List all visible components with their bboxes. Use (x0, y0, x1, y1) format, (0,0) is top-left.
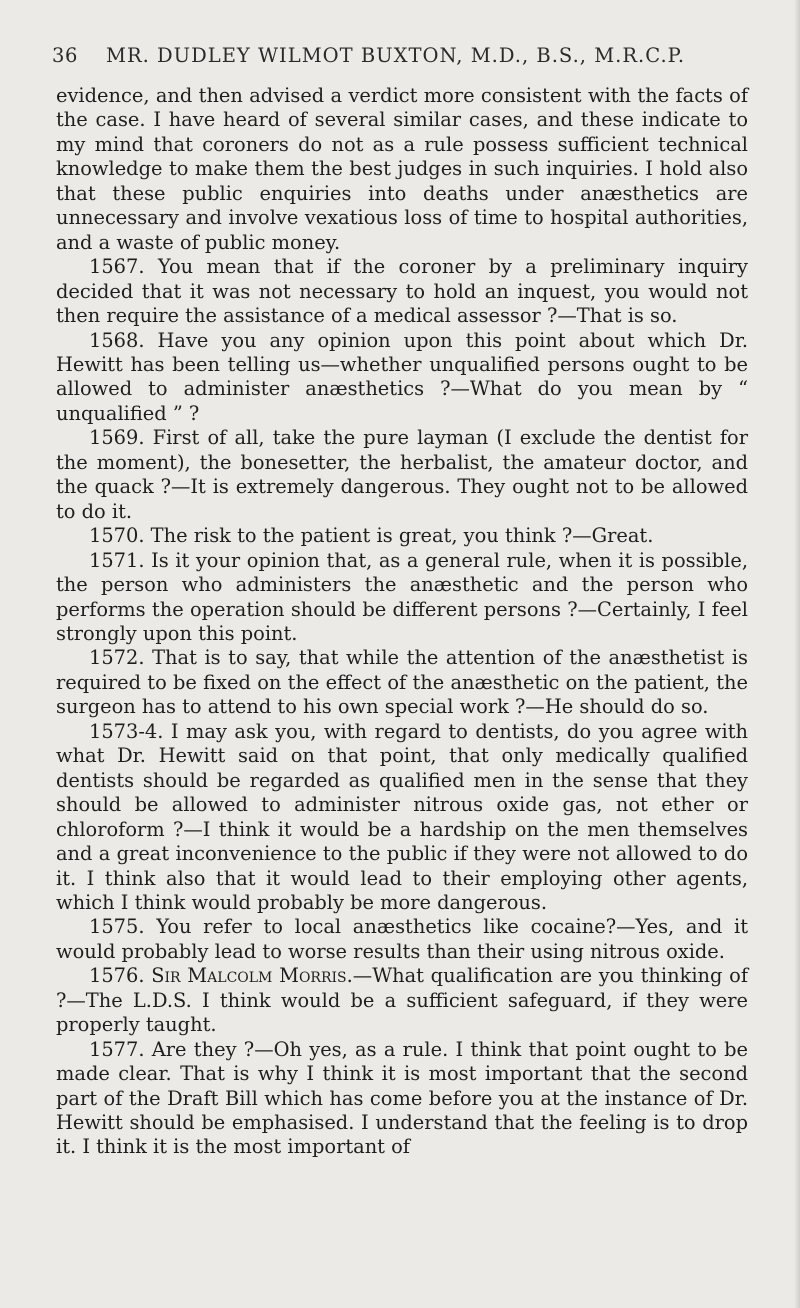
paragraph-1570: 1570. The risk to the patient is great, you think ?—Great. (89, 524, 654, 548)
paragraph-1577: 1577. Are they ?—Oh yes, as a rule. I think that point ought to be made clear. That is why I think it is most important that the second part of the Draft Bill which has come before you at the instance of Dr. Hewitt should be emphasised. I understand that the feeling is to drop it. I think it is the most important of (56, 1037, 748, 1159)
page-header (52, 44, 748, 78)
page-number: 36 (52, 44, 79, 67)
body-text (56, 84, 748, 1160)
page-edge-shadow (794, 0, 800, 1308)
paragraph-continuation: evidence, and then advised a verdict more consistent with the facts of the case. I have heard of several similar cases, and these indicate to my mind that coroners do not as a rule possess sufficient technical knowledge to make them the best judges in such inquiries. I hold also that these public enquiries into deaths under anæsthetics are unnecessary and involve vexatious loss of time to hospital authorities, and a waste of public money. (56, 84, 748, 254)
speaker-name: Sir Malcolm Morris. (151, 964, 353, 988)
paragraph-1569: 1569. First of all, take the pure layman (I exclude the dentist for the moment), the bonesetter, the herbalist, the amateur doctor, and the quack ?—It is extremely dangerous. They ought not to be allowed to do it. (56, 426, 748, 523)
paragraph-1576-text: —What qualification are you thinking of ?—The L.D.S. I think would be a sufficient safeguard, if they were properly taught. (56, 964, 748, 1037)
paragraph-1572: 1572. That is to say, that while the attention of the anæsthetist is required to be fixed on the effect of the anæsthetic on the patient, the surgeon has to attend to his own special work ?—He should do so. (56, 646, 748, 719)
paragraph-1567: 1567. You mean that if the coroner by a preliminary inquiry decided that it was not necessary to hold an inquest, you would not then require the assistance of a medical assessor ?—That is so. (56, 255, 748, 328)
paragraph-1575: 1575. You refer to local anæsthetics like cocaine?—Yes, and it would probably lead to worse results than their using nitrous oxide. (56, 915, 748, 963)
question-number-1576: 1576. (89, 964, 152, 988)
running-head: MR. DUDLEY WILMOT BUXTON, M.D., B.S., M.R.C.P. (106, 44, 686, 67)
paragraph-1568: 1568. Have you any opinion upon this point about which Dr. Hewitt has been telling us—whether unqualified persons ought to be allowed to administer anæsthetics ?—What do you mean by “ unqualified ” ? (56, 328, 748, 425)
paragraph-1576 (56, 964, 748, 1037)
paragraph-1573-4: 1573-4. I may ask you, with regard to dentists, do you agree with what Dr. Hewitt said on that point, that only medically qualified dentists should be regarded as qualified men in the sense that they should be allowed to administer nitrous oxide gas, not ether or chloroform ?—I think it would be a hardship on the men themselves and a great inconvenience to the public if they were not allowed to do it. I think also that it would lead to their employing other agents, which I think would probably be more dangerous. (56, 719, 748, 914)
paragraph-1571: 1571. Is it your opinion that, as a general rule, when it is possible, the person who administers the anæsthetic and the person who performs the operation should be different persons ?—Certainly, I feel strongly upon this point. (56, 548, 748, 645)
